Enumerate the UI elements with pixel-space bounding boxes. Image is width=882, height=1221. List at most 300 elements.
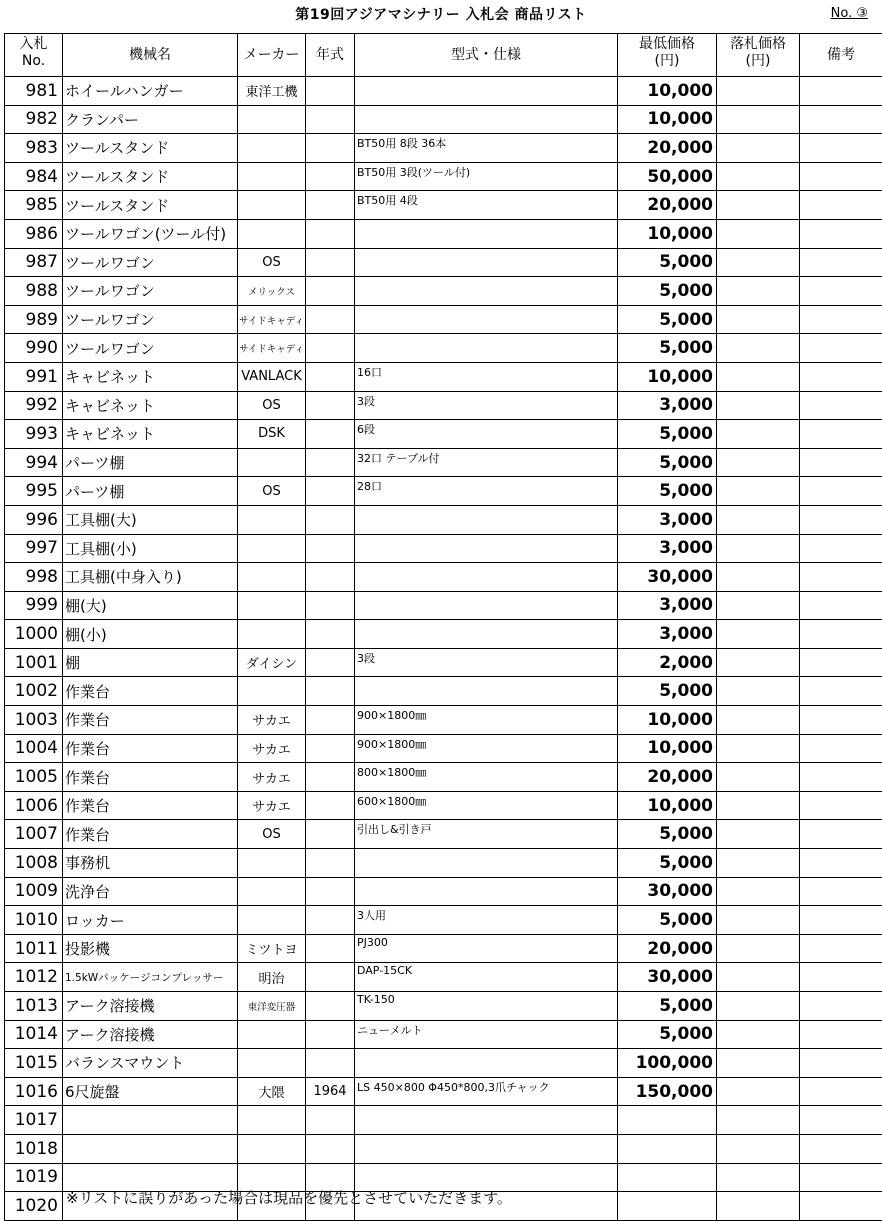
cell-remarks [800,448,882,477]
cell-spec [355,591,618,620]
table-row [5,162,882,191]
cell-bid-price [717,677,800,706]
table-row [5,591,882,620]
cell-bid-no: 1001 [5,648,63,677]
cell-spec: ニューメルト [355,1020,618,1049]
table-row [5,105,882,134]
cell-min-price: 5,000 [618,992,717,1021]
cell-maker: OS [238,248,306,277]
header-year: 年式 [306,34,355,77]
cell-maker [238,105,306,134]
table-row [5,734,882,763]
cell-spec: 600×1800㎜ [355,791,618,820]
table-row [5,77,882,106]
cell-bid-no: 990 [5,334,63,363]
table-row [5,906,882,935]
cell-min-price [618,1163,717,1192]
cell-maker: サカエ [238,791,306,820]
cell-spec [355,877,618,906]
cell-min-price: 100,000 [618,1049,717,1078]
cell-bid-price [717,420,800,449]
cell-remarks [800,706,882,735]
cell-min-price: 5,000 [618,849,717,878]
cell-maker: OS [238,820,306,849]
cell-spec [355,1106,618,1135]
cell-year [306,992,355,1021]
cell-year [306,1049,355,1078]
table-row [5,420,882,449]
cell-spec: 800×1800㎜ [355,763,618,792]
cell-bid-price [717,134,800,163]
cell-year [306,448,355,477]
cell-maker: 明治 [238,963,306,992]
cell-maker [238,505,306,534]
cell-maker [238,620,306,649]
cell-machine-name: アーク溶接機 [63,1020,238,1049]
cell-year [306,1106,355,1135]
cell-remarks [800,534,882,563]
cell-year [306,906,355,935]
cell-machine-name: クランパー [63,105,238,134]
table-row [5,620,882,649]
cell-remarks [800,1106,882,1135]
cell-bid-price [717,734,800,763]
cell-maker: OS [238,477,306,506]
cell-bid-price [717,1192,800,1221]
cell-machine-name: アーク溶接機 [63,992,238,1021]
cell-maker: サカエ [238,763,306,792]
cell-spec [355,105,618,134]
cell-machine-name: 作業台 [63,820,238,849]
cell-spec: 16口 [355,362,618,391]
cell-maker [238,563,306,592]
cell-remarks [800,934,882,963]
cell-min-price: 5,000 [618,334,717,363]
cell-maker [238,1134,306,1163]
cell-bid-no: 982 [5,105,63,134]
table-row [5,563,882,592]
cell-bid-no: 991 [5,362,63,391]
cell-year [306,391,355,420]
cell-min-price: 150,000 [618,1077,717,1106]
cell-remarks [800,791,882,820]
cell-min-price: 3,000 [618,391,717,420]
cell-spec: 6段 [355,420,618,449]
cell-min-price: 5,000 [618,477,717,506]
cell-bid-price [717,1020,800,1049]
cell-min-price: 3,000 [618,505,717,534]
cell-machine-name [63,1106,238,1135]
cell-maker [238,877,306,906]
cell-spec: DAP-15CK [355,963,618,992]
cell-bid-no: 1011 [5,934,63,963]
cell-remarks [800,162,882,191]
cell-bid-no: 1008 [5,849,63,878]
table-row [5,134,882,163]
cell-spec: PJ300 [355,934,618,963]
cell-bid-no: 1003 [5,706,63,735]
cell-min-price: 5,000 [618,677,717,706]
cell-machine-name: ツールスタンド [63,134,238,163]
cell-bid-no: 985 [5,191,63,220]
cell-year [306,563,355,592]
cell-bid-no: 989 [5,305,63,334]
cell-maker: サカエ [238,734,306,763]
cell-machine-name: 作業台 [63,763,238,792]
cell-machine-name: ツールワゴン [63,277,238,306]
table-row [5,505,882,534]
cell-bid-price [717,162,800,191]
cell-maker: DSK [238,420,306,449]
cell-bid-no: 1020 [5,1192,63,1221]
table-row [5,934,882,963]
cell-bid-no: 1014 [5,1020,63,1049]
cell-machine-name: パーツ棚 [63,477,238,506]
cell-bid-no: 981 [5,77,63,106]
cell-remarks [800,1049,882,1078]
cell-bid-price [717,877,800,906]
table-row [5,191,882,220]
table-row [5,706,882,735]
cell-maker [238,677,306,706]
cell-year [306,763,355,792]
cell-maker: ミツトヨ [238,934,306,963]
cell-min-price: 5,000 [618,248,717,277]
cell-remarks [800,563,882,592]
cell-year [306,277,355,306]
cell-year [306,134,355,163]
cell-bid-price [717,648,800,677]
cell-bid-price [717,505,800,534]
cell-min-price: 10,000 [618,791,717,820]
cell-machine-name: キャビネット [63,362,238,391]
cell-spec [355,534,618,563]
cell-machine-name [63,1134,238,1163]
cell-min-price: 5,000 [618,305,717,334]
cell-maker: サイドキャディ [238,334,306,363]
table-row [5,305,882,334]
cell-bid-price [717,1163,800,1192]
cell-bid-price [717,1134,800,1163]
cell-bid-no: 1002 [5,677,63,706]
cell-machine-name: 工具棚(中身入り) [63,563,238,592]
table-row [5,849,882,878]
cell-year [306,505,355,534]
header-bid-no-line2: No. [5,53,62,70]
cell-remarks [800,591,882,620]
cell-remarks [800,334,882,363]
cell-year [306,591,355,620]
table-row [5,1134,882,1163]
header-bid-no-line1: 入札 [5,36,62,53]
cell-maker [238,1020,306,1049]
cell-bid-price [717,477,800,506]
cell-spec [355,620,618,649]
cell-bid-no: 998 [5,563,63,592]
table-row [5,648,882,677]
header-spec: 型式・仕様 [355,34,618,77]
cell-spec: BT50用 3段(ツール付) [355,162,618,191]
cell-machine-name: キャビネット [63,420,238,449]
cell-min-price: 10,000 [618,219,717,248]
cell-maker [238,591,306,620]
table-row [5,963,882,992]
header-remarks: 備考 [800,34,882,77]
cell-remarks [800,1192,882,1221]
table-row [5,1049,882,1078]
header-min-price-line2: (円) [618,53,716,70]
header-machine-name: 機械名 [63,34,238,77]
cell-machine-name: バランスマウント [63,1049,238,1078]
cell-maker: 東洋変圧器 [238,992,306,1021]
cell-maker [238,534,306,563]
cell-year [306,162,355,191]
cell-min-price: 30,000 [618,963,717,992]
table-header-row [5,34,882,77]
cell-year [306,219,355,248]
cell-year [306,248,355,277]
cell-spec [355,563,618,592]
cell-machine-name: 棚(大) [63,591,238,620]
cell-spec [355,849,618,878]
cell-year [306,963,355,992]
table-row [5,334,882,363]
cell-spec [355,305,618,334]
cell-remarks [800,1077,882,1106]
cell-maker: サカエ [238,706,306,735]
cell-remarks [800,77,882,106]
cell-remarks [800,191,882,220]
cell-year [306,334,355,363]
footer-note: ※リストに誤りがあった場合は現品を優先とさせていただきます。 [66,1187,512,1208]
header-bid-no [5,34,63,77]
header-bid-price-line1: 落札価格 [717,36,799,53]
cell-bid-price [717,563,800,592]
cell-machine-name: 事務机 [63,849,238,878]
cell-bid-price [717,906,800,935]
cell-bid-no: 995 [5,477,63,506]
cell-spec: 3段 [355,391,618,420]
cell-bid-no: 1009 [5,877,63,906]
table-row [5,1020,882,1049]
cell-remarks [800,477,882,506]
cell-remarks [800,620,882,649]
cell-year [306,706,355,735]
cell-machine-name: 作業台 [63,791,238,820]
cell-spec: 900×1800㎜ [355,734,618,763]
header-bid-price [717,34,800,77]
cell-min-price: 3,000 [618,591,717,620]
cell-spec [355,1049,618,1078]
cell-year: 1964 [306,1077,355,1106]
cell-machine-name: 1.5kWパッケージコンプレッサー [63,963,238,992]
cell-remarks [800,134,882,163]
cell-bid-no: 983 [5,134,63,163]
cell-maker [238,219,306,248]
cell-bid-price [717,534,800,563]
cell-min-price: 5,000 [618,277,717,306]
cell-spec: TK-150 [355,992,618,1021]
table-row [5,763,882,792]
cell-min-price: 10,000 [618,362,717,391]
cell-min-price: 2,000 [618,648,717,677]
cell-min-price: 5,000 [618,906,717,935]
cell-maker [238,162,306,191]
table-row [5,791,882,820]
cell-min-price: 10,000 [618,77,717,106]
cell-maker [238,1049,306,1078]
cell-machine-name: 棚 [63,648,238,677]
cell-maker: サイドキャディ [238,305,306,334]
cell-remarks [800,648,882,677]
cell-bid-no: 994 [5,448,63,477]
cell-bid-no: 1019 [5,1163,63,1192]
cell-min-price: 20,000 [618,134,717,163]
cell-bid-price [717,448,800,477]
cell-remarks [800,1134,882,1163]
cell-year [306,934,355,963]
cell-bid-price [717,362,800,391]
cell-machine-name: ツールスタンド [63,191,238,220]
table-row [5,391,882,420]
cell-bid-no: 1000 [5,620,63,649]
cell-remarks [800,1163,882,1192]
cell-maker [238,448,306,477]
cell-bid-no: 1004 [5,734,63,763]
table-row [5,1106,882,1135]
cell-bid-price [717,1106,800,1135]
cell-year [306,791,355,820]
cell-bid-no: 999 [5,591,63,620]
cell-year [306,105,355,134]
cell-year [306,1134,355,1163]
cell-spec: 900×1800㎜ [355,706,618,735]
cell-bid-price [717,391,800,420]
cell-machine-name: 工具棚(大) [63,505,238,534]
cell-year [306,362,355,391]
cell-spec: 3段 [355,648,618,677]
table-row [5,677,882,706]
cell-bid-price [717,219,800,248]
cell-bid-no: 986 [5,219,63,248]
cell-year [306,849,355,878]
cell-bid-no: 996 [5,505,63,534]
cell-spec [355,248,618,277]
cell-bid-no: 1012 [5,963,63,992]
cell-bid-price [717,706,800,735]
cell-maker [238,906,306,935]
cell-spec [355,77,618,106]
header-maker: メーカー [238,34,306,77]
cell-bid-no: 1010 [5,906,63,935]
cell-min-price: 30,000 [618,563,717,592]
cell-bid-price [717,992,800,1021]
table-row [5,992,882,1021]
cell-bid-price [717,791,800,820]
cell-remarks [800,362,882,391]
cell-remarks [800,992,882,1021]
table-row [5,820,882,849]
cell-bid-price [717,620,800,649]
cell-bid-price [717,277,800,306]
cell-min-price: 5,000 [618,448,717,477]
cell-machine-name: ロッカー [63,906,238,935]
cell-bid-price [717,77,800,106]
cell-machine-name: パーツ棚 [63,448,238,477]
cell-machine-name: 工具棚(小) [63,534,238,563]
cell-bid-no: 1013 [5,992,63,1021]
cell-bid-no: 1006 [5,791,63,820]
cell-spec: 28口 [355,477,618,506]
cell-remarks [800,877,882,906]
cell-min-price: 20,000 [618,934,717,963]
cell-bid-no: 1015 [5,1049,63,1078]
cell-remarks [800,849,882,878]
cell-machine-name: 洗浄台 [63,877,238,906]
cell-spec: BT50用 8段 36本 [355,134,618,163]
cell-year [306,677,355,706]
cell-remarks [800,305,882,334]
cell-bid-no: 993 [5,420,63,449]
cell-machine-name: 6尺旋盤 [63,1077,238,1106]
cell-bid-no: 1016 [5,1077,63,1106]
cell-min-price: 5,000 [618,1020,717,1049]
cell-year [306,420,355,449]
cell-bid-price [717,591,800,620]
table-row [5,219,882,248]
cell-bid-price [717,1049,800,1078]
cell-remarks [800,963,882,992]
cell-spec: LS 450×800 Φ450*800,3爪チャック [355,1077,618,1106]
cell-min-price: 10,000 [618,105,717,134]
cell-spec: 引出し&引き戸 [355,820,618,849]
cell-bid-no: 1007 [5,820,63,849]
cell-bid-price [717,963,800,992]
cell-year [306,191,355,220]
cell-bid-price [717,1077,800,1106]
cell-bid-price [717,191,800,220]
cell-min-price: 5,000 [618,820,717,849]
cell-min-price: 3,000 [618,534,717,563]
cell-year [306,305,355,334]
cell-min-price [618,1192,717,1221]
cell-maker [238,849,306,878]
cell-year [306,877,355,906]
cell-bid-no: 987 [5,248,63,277]
cell-remarks [800,734,882,763]
cell-machine-name: ホイールハンガー [63,77,238,106]
cell-min-price: 50,000 [618,162,717,191]
cell-remarks [800,248,882,277]
cell-bid-price [717,820,800,849]
cell-spec: BT50用 4段 [355,191,618,220]
cell-min-price: 3,000 [618,620,717,649]
cell-min-price: 30,000 [618,877,717,906]
cell-min-price: 5,000 [618,420,717,449]
cell-year [306,77,355,106]
cell-remarks [800,105,882,134]
cell-bid-price [717,763,800,792]
cell-maker: 大隈 [238,1077,306,1106]
header-min-price [618,34,717,77]
cell-maker: 東洋工機 [238,77,306,106]
cell-spec [355,677,618,706]
table-row [5,448,882,477]
table-row [5,1077,882,1106]
cell-bid-price [717,105,800,134]
cell-bid-no: 1017 [5,1106,63,1135]
table-row [5,248,882,277]
